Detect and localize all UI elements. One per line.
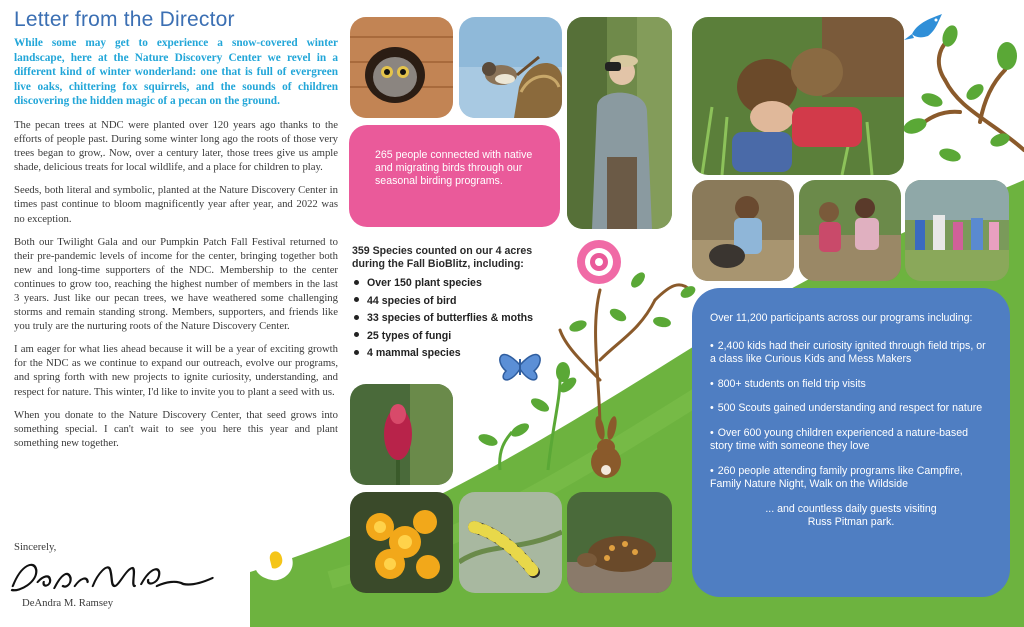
bullet-icon	[354, 280, 359, 285]
list-item: Over 150 plant species	[352, 275, 567, 293]
bullet-icon: •	[710, 402, 714, 414]
bullet-icon: •	[710, 426, 714, 439]
red-flower-photo-icon	[350, 384, 453, 485]
letter-closing: Sincerely,	[14, 541, 57, 553]
bioblitz-summary	[352, 245, 567, 363]
letter-paragraph: Seeds, both literal and symbolic, planted at the Nature Discovery Center in times past continue to bloom magnificently year after year, and 2022 was no exception.	[14, 184, 338, 225]
child-bucket-photo-icon	[692, 180, 794, 281]
participants-closing: ... and countless daily guests visiting Russ Pitman park.	[765, 502, 937, 528]
bullet-icon	[354, 332, 359, 337]
bullet-icon	[354, 350, 359, 355]
list-item: • 500 Scouts gained understanding and respect for nature	[710, 402, 983, 414]
bullet-icon	[354, 297, 359, 302]
owl-photo-icon	[350, 17, 453, 118]
participants-intro: Over 11,200 participants across our programs including:	[710, 312, 973, 324]
signer-name: DeAndra M. Ramsey	[22, 597, 114, 609]
letter-lead: While some may get to experience a snow-covered winter landscape, here at the Nature Discovery Center we revel in a different kind of winter wonderland: one that is full of evergreen live oaks, chittering fox squirrels, and the sounds of children discovering the hidden magic of a pecan on the ground.	[14, 37, 338, 108]
group-outdoors-photo-icon	[905, 180, 1009, 281]
bioblitz-intro: 359 Species counted on our 4 acres during the Fall BioBlitz, including:	[352, 245, 533, 270]
list-item: 33 species of butterflies & moths	[352, 310, 567, 328]
birding-callout	[349, 125, 560, 227]
pink-flower-icon	[577, 240, 621, 284]
birdwatcher-photo-icon	[567, 17, 672, 229]
letter-paragraph: When you donate to the Nature Discovery Center, that seed grows into something special. I can't wait to see you here this year and plant something new together.	[14, 408, 338, 449]
list-item: • 260 people attending family programs like Campfire, Family Nature Night, Walk on the Wildside	[710, 464, 963, 490]
sprout-egg-icon	[255, 545, 293, 581]
list-item: • 800+ students on field trip visits	[710, 377, 866, 390]
list-item: • Over 600 young children experienced a nature-based story time with someone they love	[710, 426, 969, 452]
letter-paragraph: I am eager for what lies ahead because it will be a year of exciting growth for the NDC as we continue to expand our outreach, evolve our programs, and spring forth with new projects to ignite curiosity, understanding, and respect for nature. This winter, I'd like to invite you to plant a seed with us.	[14, 343, 338, 398]
kids-digging-photo-icon	[799, 180, 901, 281]
kids-planting-photo-icon	[692, 17, 904, 175]
bullet-icon	[354, 315, 359, 320]
box-turtle-photo-icon	[567, 492, 672, 593]
bullet-icon: •	[710, 339, 714, 352]
letter-paragraph: The pecan trees at NDC were planted over 120 years ago thanks to the efforts of people past. During some winter long ago the roots of those very trees began to grow,. Now, over a century later, those trees give us ample shade, delicious treats for local wildlife, and a place for children to play.	[14, 118, 338, 174]
director-letter	[14, 8, 338, 450]
caterpillar-photo-icon	[459, 492, 562, 593]
letter-paragraph: Both our Twilight Gala and our Pumpkin Patch Fall Festival returned to their pre-pandemic levels of income for the center, bringing together both new and long-time supporters of the NDC. Membership to the center continues to grow too, reaching the highest number of members in the last 3 years. Just like our pecan trees, we have weathered some challenging storms and remain standing strong. Members, supporters, and friends like you truly are the nurturing roots of the Nature Discovery Center.	[14, 235, 338, 333]
bird-nest-photo-icon	[459, 17, 562, 118]
list-item: 44 species of bird	[352, 293, 567, 311]
list-item: • 2,400 kids had their curiosity ignited through field trips, or a class like Curious Kids and Mess Makers	[710, 339, 986, 365]
list-item: 25 types of fungi	[352, 328, 567, 346]
participants-panel	[692, 288, 1010, 597]
blue-bird-icon	[904, 14, 942, 40]
letter-title: Letter from the Director	[14, 8, 235, 31]
bullet-icon: •	[710, 377, 714, 390]
list-item: 4 mammal species	[352, 345, 567, 363]
birding-text: 265 people connected with native and migrating birds through our seasonal birding programs.	[375, 149, 533, 187]
participants-list	[710, 340, 992, 492]
bioblitz-list	[352, 275, 567, 363]
bullet-icon: •	[710, 464, 714, 477]
yellow-flowers-photo-icon	[350, 492, 453, 593]
